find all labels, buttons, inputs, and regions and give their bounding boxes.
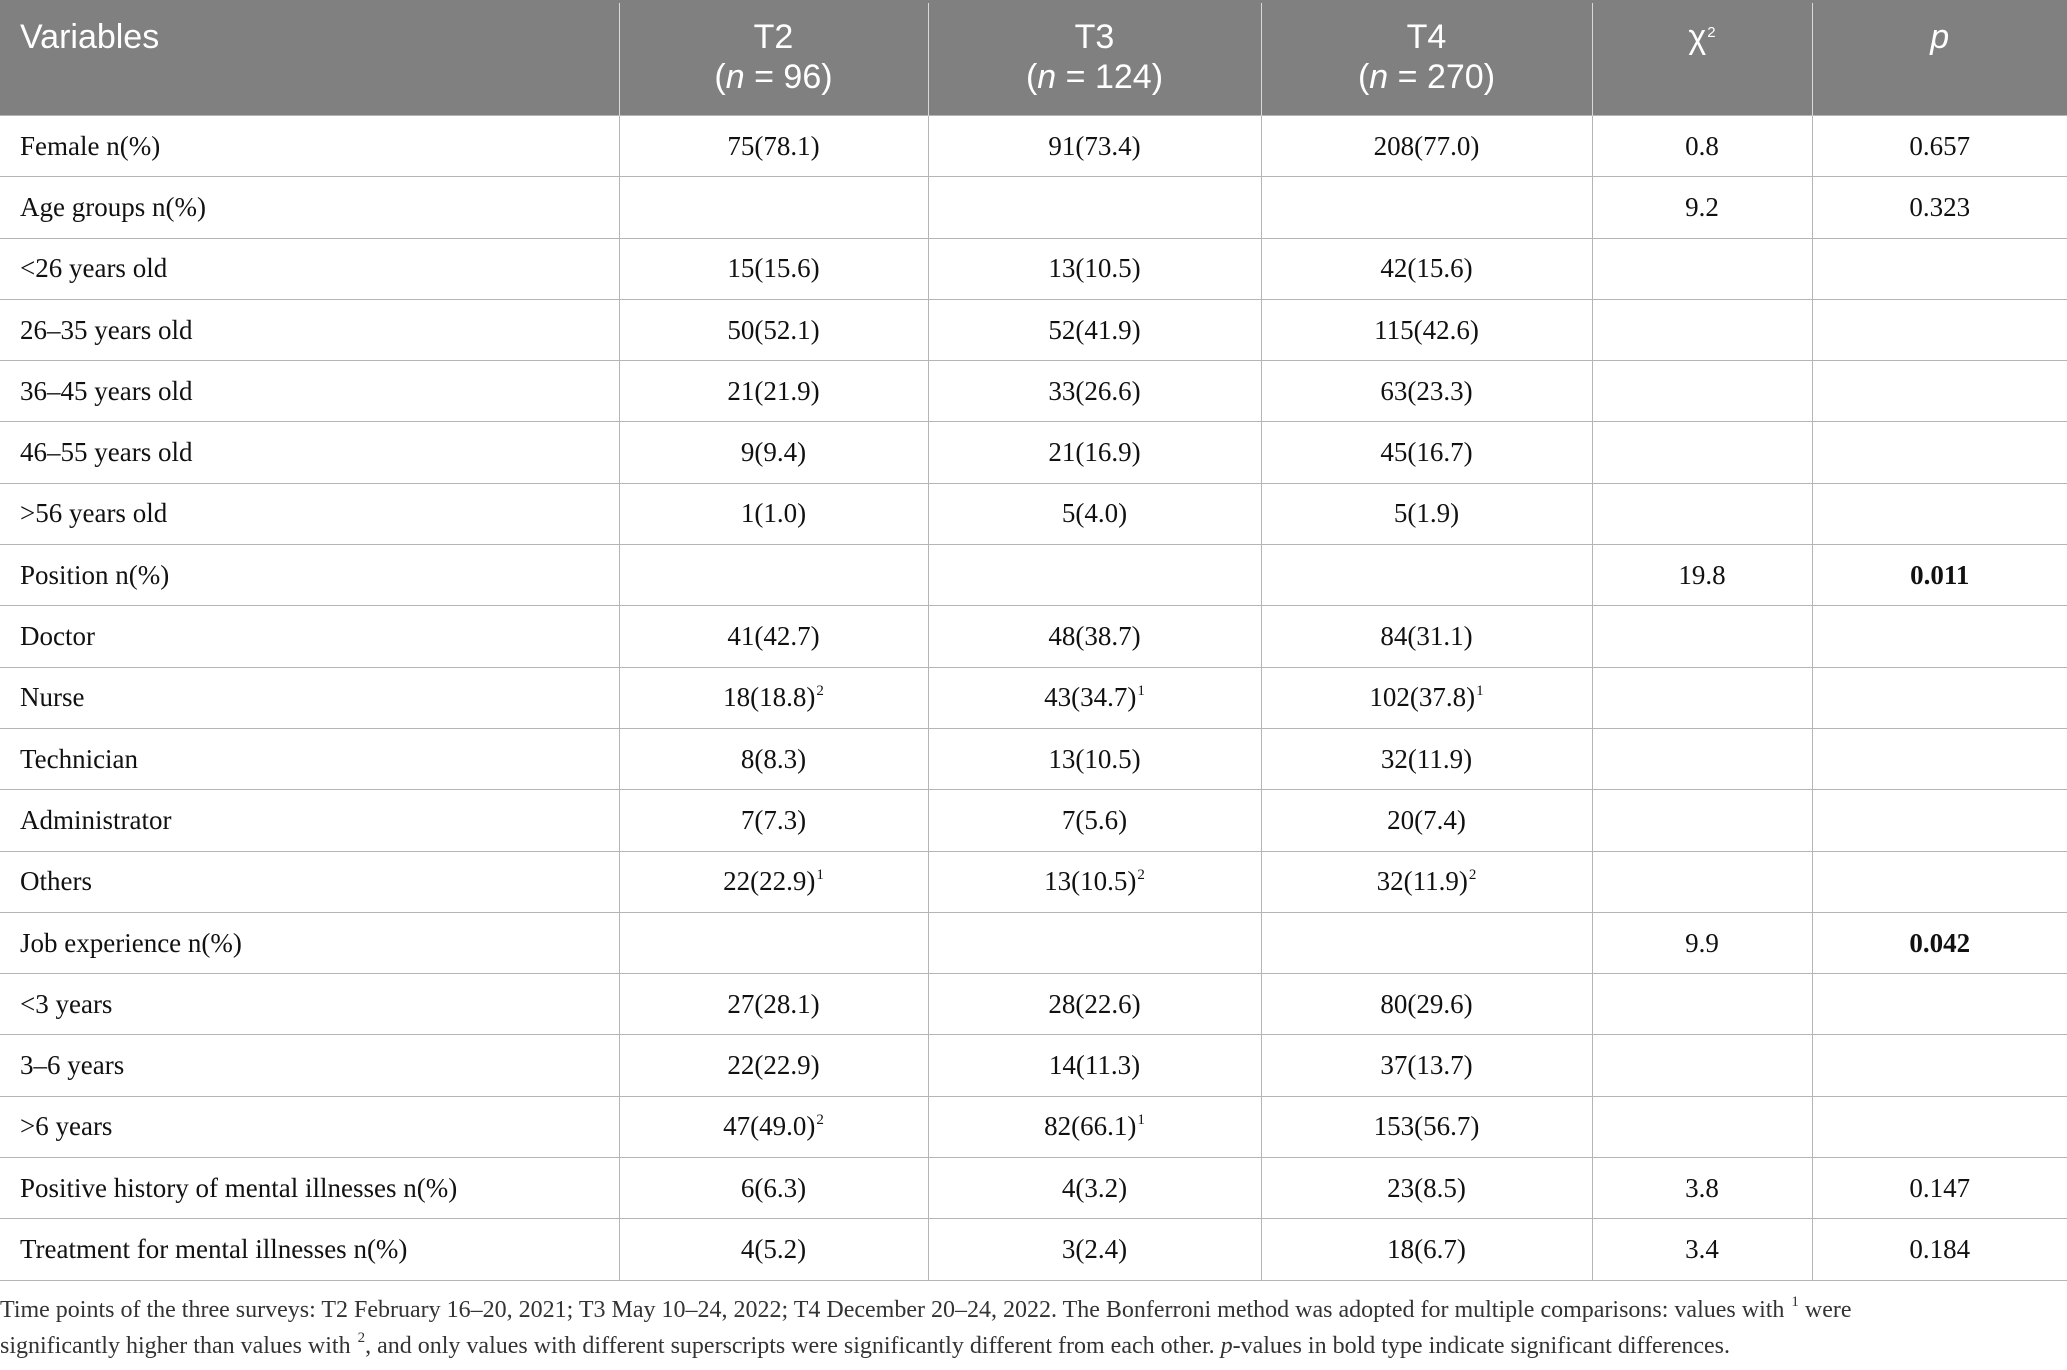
row-label-cell-text: Job experience n(%) xyxy=(20,927,242,958)
cell-p-value xyxy=(1812,1158,2067,1219)
cell-chi-square xyxy=(1592,728,1812,789)
header-p xyxy=(1812,2,2067,116)
cell-t4-text: 63(23.3) xyxy=(1380,375,1473,406)
table-row xyxy=(0,299,2067,360)
cell-chi-square xyxy=(1592,545,1812,606)
cell-t2-text: 9(9.4) xyxy=(740,437,807,468)
row-label-cell xyxy=(0,974,619,1035)
cell-t3-text: 43(34.7) xyxy=(1044,682,1137,713)
cell-p-value xyxy=(1812,1219,2067,1280)
cell-t4 xyxy=(1261,728,1592,789)
cell-t3 xyxy=(928,790,1261,851)
cell-chi-square xyxy=(1592,177,1812,238)
cell-t4 xyxy=(1261,361,1592,422)
row-label-cell xyxy=(0,667,619,728)
cell-t2 xyxy=(619,177,928,238)
row-label-cell xyxy=(0,361,619,422)
cell-t2 xyxy=(619,545,928,606)
cell-p-value-text: 0.323 xyxy=(1909,191,1971,222)
row-label-cell xyxy=(0,116,619,177)
cell-t2-text: 15(15.6) xyxy=(727,253,820,284)
cell-p-value xyxy=(1812,361,2067,422)
cell-chi-square xyxy=(1592,974,1812,1035)
cell-t4-text: 37(13.7) xyxy=(1380,1050,1473,1081)
cell-t3-text: 4(3.2) xyxy=(1061,1172,1128,1203)
row-label-cell xyxy=(0,606,619,667)
table-row xyxy=(0,116,2067,177)
cell-p-value xyxy=(1812,974,2067,1035)
cell-p-value xyxy=(1812,545,2067,606)
cell-t2 xyxy=(619,606,928,667)
table-row xyxy=(0,851,2067,912)
cell-t3-text: 28(22.6) xyxy=(1048,988,1141,1019)
row-label-cell-text: 3–6 years xyxy=(20,1050,125,1081)
table-row xyxy=(0,728,2067,789)
cell-chi-square xyxy=(1592,606,1812,667)
cell-t3 xyxy=(928,1096,1261,1157)
cell-t3 xyxy=(928,1035,1261,1096)
cell-t2 xyxy=(619,1035,928,1096)
row-label-cell xyxy=(0,422,619,483)
cell-p-value xyxy=(1812,238,2067,299)
cell-t4 xyxy=(1261,299,1592,360)
header-t3: T3 (n = 124) xyxy=(928,2,1261,116)
cell-t4 xyxy=(1261,483,1592,544)
significance-superscript: 2 xyxy=(1137,867,1145,884)
cell-t4-text: 208(77.0) xyxy=(1373,130,1480,161)
row-label-cell-text: >56 years old xyxy=(20,498,168,529)
row-label-cell-text: Age groups n(%) xyxy=(20,191,206,222)
cell-t4-text: 32(11.9) xyxy=(1380,743,1473,774)
cell-chi-square xyxy=(1592,299,1812,360)
table-row xyxy=(0,1096,2067,1157)
cell-t4 xyxy=(1261,545,1592,606)
cell-t3-text: 82(66.1) xyxy=(1044,1111,1137,1142)
cell-t2 xyxy=(619,1096,928,1157)
header-variables: Variables xyxy=(0,2,619,116)
footnote-p-italic: p xyxy=(1220,1333,1233,1359)
cell-t4-text: 42(15.6) xyxy=(1380,253,1473,284)
cell-t2 xyxy=(619,1158,928,1219)
cell-t2 xyxy=(619,299,928,360)
cell-t2 xyxy=(619,483,928,544)
header-t2: T2 (n = 96) xyxy=(619,2,928,116)
row-label-cell-text: Position n(%) xyxy=(20,559,170,590)
cell-t2 xyxy=(619,1219,928,1280)
cell-t3-text: 13(10.5) xyxy=(1044,866,1137,897)
significance-superscript: 2 xyxy=(816,683,824,700)
header-t4-n: = 270 xyxy=(1388,58,1484,96)
cell-chi-square xyxy=(1592,1035,1812,1096)
cell-t4-text: 153(56.7) xyxy=(1373,1111,1480,1142)
table-row xyxy=(0,238,2067,299)
cell-t2 xyxy=(619,912,928,973)
footnote-superscript: 1 xyxy=(1791,1294,1799,1310)
cell-t2-text: 22(22.9) xyxy=(727,1050,820,1081)
cell-t4-text: 23(8.5) xyxy=(1387,1172,1466,1203)
cell-p-value-text: 0.184 xyxy=(1909,1233,1971,1264)
row-label-cell-text: Technician xyxy=(20,743,139,774)
header-chi-symbol: χ xyxy=(1688,18,1707,56)
cell-chi-square xyxy=(1592,238,1812,299)
cell-chi-square-text: 9.9 xyxy=(1685,927,1719,958)
cell-t4 xyxy=(1261,238,1592,299)
significance-superscript: 1 xyxy=(816,867,824,884)
footnote-text: Time points of the three surveys: T2 February 16–20, 2021; T3 May 10–24, 2022; T4 December 20–24, 2022. The Bonferroni method was adopted for multiple comparisons: values with xyxy=(0,1297,1791,1323)
table-row xyxy=(0,606,2067,667)
table-row xyxy=(0,1158,2067,1219)
row-label-cell-text: Doctor xyxy=(20,621,95,652)
cell-t4-text: 32(11.9) xyxy=(1376,866,1468,897)
cell-chi-square xyxy=(1592,1096,1812,1157)
cell-chi-square xyxy=(1592,912,1812,973)
significance-superscript: 1 xyxy=(1137,1112,1145,1129)
cell-t4 xyxy=(1261,667,1592,728)
footnote-text: were xyxy=(1798,1297,1852,1323)
header-t4-label: T4 xyxy=(1406,18,1447,56)
cell-t4-text: 80(29.6) xyxy=(1380,988,1473,1019)
cell-p-value-text: 0.042 xyxy=(1909,927,1971,958)
cell-t2-text: 41(42.7) xyxy=(727,621,820,652)
cell-t4 xyxy=(1261,790,1592,851)
row-label-cell-text: Others xyxy=(20,866,92,897)
table-row xyxy=(0,974,2067,1035)
cell-t2-text: 6(6.3) xyxy=(740,1172,807,1203)
table-footnote xyxy=(0,1292,2060,1364)
table-row xyxy=(0,1219,2067,1280)
cell-chi-square xyxy=(1592,361,1812,422)
cell-t4 xyxy=(1261,422,1592,483)
cell-p-value xyxy=(1812,851,2067,912)
cell-chi-square xyxy=(1592,1219,1812,1280)
cell-t2 xyxy=(619,361,928,422)
cell-t2-text: 21(21.9) xyxy=(727,375,820,406)
cell-chi-square xyxy=(1592,483,1812,544)
cell-p-value xyxy=(1812,728,2067,789)
cell-t2-text: 47(49.0) xyxy=(723,1111,816,1142)
cell-t3 xyxy=(928,728,1261,789)
cell-t4 xyxy=(1261,912,1592,973)
cell-t3 xyxy=(928,974,1261,1035)
row-label-cell-text: 36–45 years old xyxy=(20,375,193,406)
table-row xyxy=(0,667,2067,728)
cell-t2 xyxy=(619,790,928,851)
cell-p-value xyxy=(1812,177,2067,238)
table-row xyxy=(0,1035,2067,1096)
cell-chi-square-text: 19.8 xyxy=(1678,559,1726,590)
table-row xyxy=(0,545,2067,606)
cell-p-value xyxy=(1812,912,2067,973)
cell-t3-text: 13(10.5) xyxy=(1048,743,1141,774)
row-label-cell xyxy=(0,177,619,238)
cell-chi-square-text: 0.8 xyxy=(1685,130,1719,161)
cell-t3 xyxy=(928,912,1261,973)
cell-t2-text: 50(52.1) xyxy=(727,314,820,345)
row-label-cell-text: Nurse xyxy=(20,682,85,713)
cell-t2 xyxy=(619,238,928,299)
cell-chi-square xyxy=(1592,422,1812,483)
row-label-cell xyxy=(0,1096,619,1157)
cell-t4 xyxy=(1261,974,1592,1035)
cell-p-value xyxy=(1812,422,2067,483)
significance-superscript: 2 xyxy=(1468,867,1477,884)
footnote-text: -values in bold type indicate significant differences. xyxy=(1232,1333,1730,1359)
cell-p-value xyxy=(1812,299,2067,360)
cell-t2-text: 8(8.3) xyxy=(740,743,807,774)
header-t3-n: = 124 xyxy=(1056,58,1152,96)
row-label-cell xyxy=(0,545,619,606)
cell-t2-text: 1(1.0) xyxy=(740,498,807,529)
cell-t4 xyxy=(1261,851,1592,912)
row-label-cell xyxy=(0,728,619,789)
cell-t3-text: 21(16.9) xyxy=(1048,437,1141,468)
row-label-cell xyxy=(0,1035,619,1096)
cell-chi-square xyxy=(1592,851,1812,912)
cell-t2 xyxy=(619,728,928,789)
cell-p-value xyxy=(1812,1096,2067,1157)
header-t2-label: T2 xyxy=(753,18,794,56)
row-label-cell-text: Treatment for mental illnesses n(%) xyxy=(20,1233,408,1264)
cell-t3-text: 5(4.0) xyxy=(1061,498,1128,529)
header-t3-label: T3 xyxy=(1074,18,1115,56)
row-label-cell-text: Female n(%) xyxy=(20,130,161,161)
row-label-cell-text: Administrator xyxy=(20,804,172,835)
cell-t4-text: 102(37.8) xyxy=(1369,682,1476,713)
cell-t4-text: 115(42.6) xyxy=(1374,314,1479,345)
footnote-text: significantly higher than values with xyxy=(0,1333,357,1359)
cell-p-value xyxy=(1812,116,2067,177)
cell-t4 xyxy=(1261,116,1592,177)
cell-p-value xyxy=(1812,1035,2067,1096)
row-label-cell-text: 46–55 years old xyxy=(20,437,193,468)
cell-p-value-text: 0.011 xyxy=(1910,559,1970,590)
cell-t4-text: 5(1.9) xyxy=(1393,498,1460,529)
cell-t3 xyxy=(928,1219,1261,1280)
table-row xyxy=(0,483,2067,544)
table-body xyxy=(0,116,2067,1281)
cell-p-value xyxy=(1812,606,2067,667)
cell-t3 xyxy=(928,851,1261,912)
row-label-cell xyxy=(0,912,619,973)
header-t2-n: = 96 xyxy=(744,58,822,96)
cell-t3-text: 91(73.4) xyxy=(1048,130,1141,161)
cell-t2-text: 7(7.3) xyxy=(740,804,807,835)
cell-t2-text: 22(22.9) xyxy=(723,866,816,897)
table-row xyxy=(0,177,2067,238)
table-row xyxy=(0,790,2067,851)
cell-t3 xyxy=(928,361,1261,422)
header-p-label: p xyxy=(1930,18,1950,56)
cell-chi-square-text: 3.4 xyxy=(1685,1233,1719,1264)
cell-t4 xyxy=(1261,1219,1592,1280)
cell-t2 xyxy=(619,667,928,728)
cell-t3 xyxy=(928,606,1261,667)
cell-p-value xyxy=(1812,790,2067,851)
header-t3-n-var: n xyxy=(1037,58,1057,96)
row-label-cell-text: >6 years xyxy=(20,1111,113,1142)
cell-t4 xyxy=(1261,606,1592,667)
row-label-cell xyxy=(0,790,619,851)
significance-superscript: 2 xyxy=(816,1112,824,1129)
significance-superscript: 1 xyxy=(1476,683,1484,700)
cell-t2 xyxy=(619,974,928,1035)
footnote-text: , and only values with different superscripts were significantly different from each other. xyxy=(365,1333,1221,1359)
cell-t3 xyxy=(928,545,1261,606)
cell-t4-text: 18(6.7) xyxy=(1387,1233,1466,1264)
cell-t3-text: 13(10.5) xyxy=(1048,253,1141,284)
cell-t3 xyxy=(928,177,1261,238)
table-row xyxy=(0,912,2067,973)
table-header-row xyxy=(0,2,2067,116)
header-chi-sup: 2 xyxy=(1707,24,1716,41)
row-label-cell xyxy=(0,1219,619,1280)
cell-t4 xyxy=(1261,177,1592,238)
cell-t2 xyxy=(619,851,928,912)
cell-t4 xyxy=(1261,1158,1592,1219)
significance-superscript: 1 xyxy=(1137,683,1145,700)
cell-p-value-text: 0.147 xyxy=(1909,1172,1971,1203)
cell-chi-square xyxy=(1592,790,1812,851)
cell-t3 xyxy=(928,483,1261,544)
row-label-cell-text: Positive history of mental illnesses n(%) xyxy=(20,1172,458,1203)
row-label-cell-text: 26–35 years old xyxy=(20,314,193,345)
cell-t3-text: 7(5.6) xyxy=(1061,804,1128,835)
cell-t3-text: 48(38.7) xyxy=(1048,621,1141,652)
row-label-cell xyxy=(0,1158,619,1219)
footnote-line-1 xyxy=(0,1292,2060,1328)
cell-chi-square xyxy=(1592,1158,1812,1219)
table-row xyxy=(0,422,2067,483)
cell-t3-text: 14(11.3) xyxy=(1048,1050,1141,1081)
row-label-cell xyxy=(0,483,619,544)
cell-t2-text: 27(28.1) xyxy=(727,988,820,1019)
cell-chi-square-text: 9.2 xyxy=(1685,191,1719,222)
cell-t3 xyxy=(928,422,1261,483)
cell-t4-text: 45(16.7) xyxy=(1380,437,1473,468)
cell-t2-text: 4(5.2) xyxy=(740,1233,807,1264)
row-label-cell xyxy=(0,299,619,360)
row-label-cell xyxy=(0,851,619,912)
cell-t4-text: 20(7.4) xyxy=(1387,804,1466,835)
row-label-cell xyxy=(0,238,619,299)
header-t2-n-var: n xyxy=(725,58,745,96)
cell-t3-text: 52(41.9) xyxy=(1048,314,1141,345)
footnote-superscript: 2 xyxy=(357,1330,366,1346)
cell-p-value-text: 0.657 xyxy=(1909,130,1971,161)
cell-t2 xyxy=(619,422,928,483)
cell-chi-square-text: 3.8 xyxy=(1685,1172,1719,1203)
row-label-cell-text: <3 years xyxy=(20,988,113,1019)
cell-chi-square xyxy=(1592,116,1812,177)
cell-t3 xyxy=(928,667,1261,728)
cell-t4 xyxy=(1261,1035,1592,1096)
cell-t3-text: 3(2.4) xyxy=(1061,1233,1128,1264)
row-label-cell-text: <26 years old xyxy=(20,253,168,284)
footnote-line-2 xyxy=(0,1328,2060,1364)
table-row xyxy=(0,361,2067,422)
cell-t3-text: 33(26.6) xyxy=(1048,375,1141,406)
cell-t4 xyxy=(1261,1096,1592,1157)
cell-t2 xyxy=(619,116,928,177)
cell-chi-square xyxy=(1592,667,1812,728)
cell-t3 xyxy=(928,238,1261,299)
cell-t3 xyxy=(928,299,1261,360)
cell-t3 xyxy=(928,116,1261,177)
header-chi-square xyxy=(1592,2,1812,116)
header-t4: T4 (n = 270) xyxy=(1261,2,1592,116)
cell-t3 xyxy=(928,1158,1261,1219)
cell-t4-text: 84(31.1) xyxy=(1380,621,1473,652)
cell-t2-text: 18(18.8) xyxy=(723,682,816,713)
cell-p-value xyxy=(1812,667,2067,728)
header-t4-n-var: n xyxy=(1369,58,1389,96)
cell-p-value xyxy=(1812,483,2067,544)
cell-t2-text: 75(78.1) xyxy=(727,130,820,161)
